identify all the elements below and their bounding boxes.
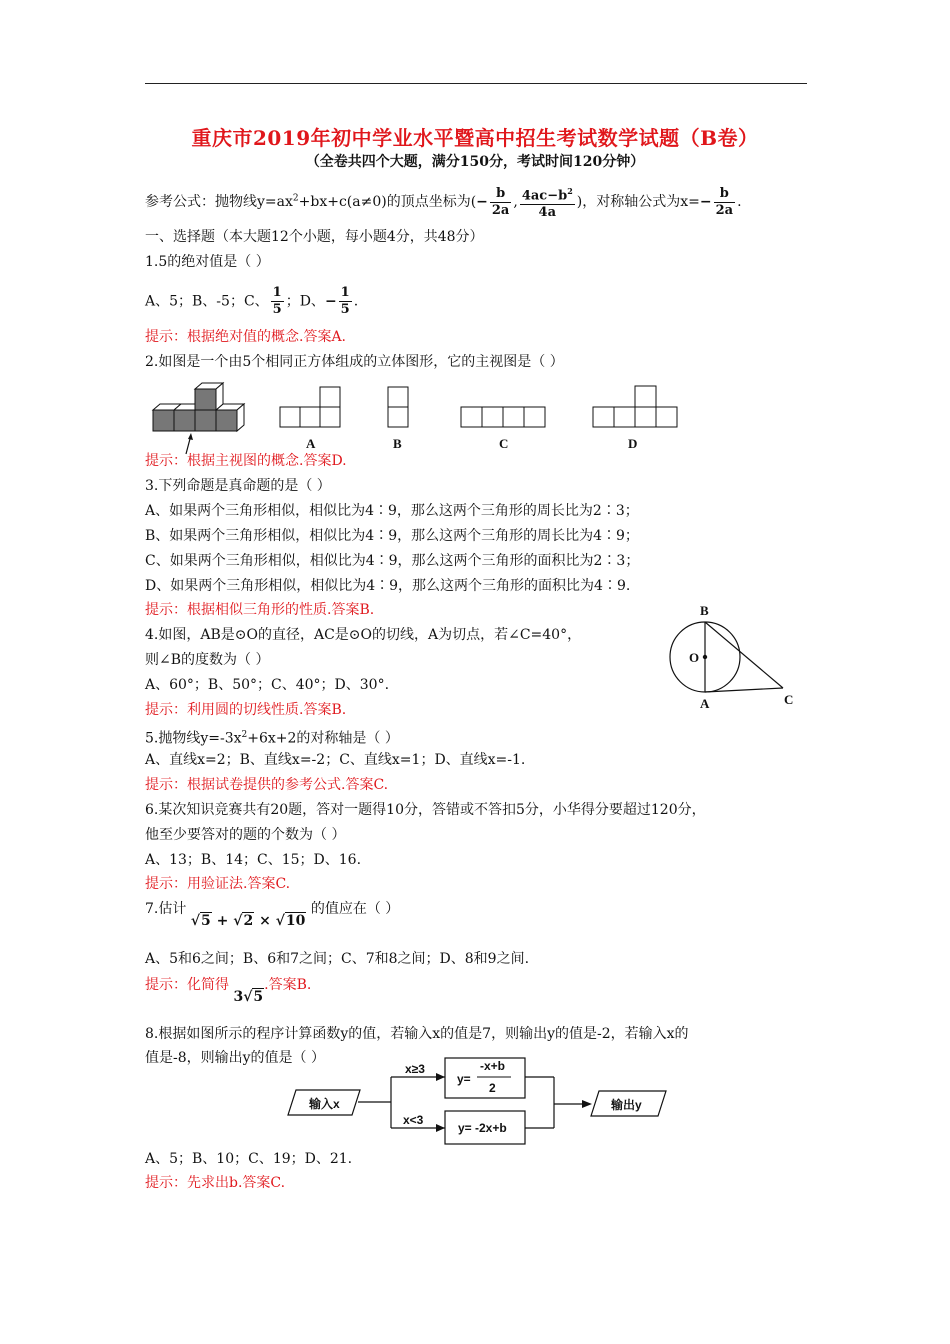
q1-fraction-c: $\frac{1}{5}$: [272, 285, 282, 317]
q5-options: A、直线x=2；B、直线x=-2；C、直线x=1；D、直线x=-1.: [145, 752, 526, 768]
q2-hint: 提示：根据主视图的概念.答案D.: [145, 453, 347, 469]
q2-label-c: C: [499, 436, 509, 451]
q8-options: A、5；B、10；C、19；D、21.: [145, 1151, 353, 1167]
q6-hint: 提示：用验证法.答案C.: [145, 876, 291, 892]
q2-label-d: D: [628, 436, 638, 451]
q4-label-o: O: [689, 650, 700, 665]
fraction-vertex-y: $\frac{4ac-b^2}{4a}$: [520, 183, 575, 221]
q3-option-c: C、如果两个三角形相似，相似比为4∶9，那么这两个三角形的面积比为2∶3；: [145, 553, 640, 569]
q8-stem-line2: 值是-8，则输出y的值是（ ）: [145, 1050, 325, 1066]
q3-option-d: D、如果两个三角形相似，相似比为4∶9，那么这两个三角形的面积比为4∶9.: [145, 578, 631, 594]
q4-label-a: A: [700, 696, 710, 711]
flow-output-label: 输出y: [611, 1098, 642, 1112]
q2-solid-figure: [150, 380, 250, 456]
q2-option-b-figure: [384, 385, 414, 455]
page-title: 重庆市2019年初中学业水平暨高中招生考试数学试题（B卷）: [191, 126, 759, 150]
q7-hint: 提示：化简得 3√5.答案B.: [145, 977, 312, 1005]
q2-option-a-figure: [278, 385, 348, 455]
q7-expression: √5 + √2 × √10: [190, 913, 306, 929]
q4-circle-figure: [665, 600, 805, 712]
flow-input-label: 输入x: [309, 1097, 340, 1111]
q8-flowchart: [286, 1054, 671, 1148]
page-subtitle: （全卷共四个大题，满分150分，考试时间120分钟）: [305, 154, 645, 170]
q8-hint: 提示：先求出b.答案C.: [145, 1175, 286, 1191]
q2-label-a: A: [306, 436, 316, 451]
fraction-axis: $\frac{b}{2a}$: [715, 185, 734, 218]
q3-stem: 3.下列命题是真命题的是（ ）: [145, 478, 331, 494]
q6-stem-line2: 他至少要答对的题的个数为（ ）: [145, 827, 346, 843]
q4-hint: 提示：利用圆的切线性质.答案B.: [145, 702, 347, 718]
flow-condition-top: x≥3: [405, 1062, 425, 1076]
q6-options: A、13；B、14；C、15；D、16.: [145, 852, 362, 868]
flow-condition-bottom: x<3: [403, 1113, 424, 1127]
q2-option-d-figure: [590, 383, 682, 455]
q8-stem-line1: 8.根据如图所示的程序计算函数y的值，若输入x的值是7，则输出y的值是-2，若输入x的: [145, 1026, 689, 1042]
q1-fraction-d: $\frac{1}{5}$: [340, 285, 350, 317]
q4-stem-line2: 则∠B的度数为（ ）: [145, 652, 270, 668]
section-heading: 一、选择题（本大题12个小题，每小题4分，共48分）: [145, 229, 484, 245]
fraction-b-2a: $\frac{b}{2a}$: [491, 185, 510, 218]
q1-options: A、5；B、-5；C、 $\frac{1}{5}$ ；D、− $\frac{1}{5}$ .: [145, 285, 359, 317]
q2-stem: 2.如图是一个由5个相同正方体组成的立体图形，它的主视图是（ ）: [145, 354, 564, 370]
q4-label-c: C: [784, 692, 794, 707]
q7-options: A、5和6之间；B、6和7之间；C、7和8之间；D、8和9之间.: [145, 951, 530, 967]
q4-label-b: B: [700, 603, 709, 618]
flow-eq-top-num: -x+b: [480, 1059, 506, 1073]
q3-option-a: A、如果两个三角形相似，相似比为4∶9，那么这两个三角形的周长比为2∶3；: [145, 503, 639, 519]
q1-stem: 1.5的绝对值是（ ）: [145, 254, 270, 270]
q7-stem: 7.估计 √5 + √2 × √10 的值应在（ ）: [145, 901, 400, 929]
flow-eq-top-den: 2: [489, 1081, 496, 1095]
q5-stem: 5.抛物线$y=-3x^2+6x+2$的对称轴是（ ）: [145, 730, 399, 747]
q4-options: A、60°；B、50°；C、40°；D、30°.: [145, 677, 390, 693]
q2-option-c-figure: [458, 385, 550, 455]
flow-eq-bottom: y= -2x+b: [458, 1121, 507, 1135]
flow-eq-top-prefix: y=: [457, 1072, 471, 1086]
reference-formula: 参考公式：抛物线$y=ax^2+bx+c(a\ne 0)$的顶点坐标为(− $\frac{b}{2a}$ , $\frac{4ac-b^2}{4a}$ )，对称轴公式为x=− $\frac{b}{2a}$ .: [145, 183, 742, 221]
q5-hint: 提示：根据试卷提供的参考公式.答案C.: [145, 777, 389, 793]
q7-simplified: 3√5: [233, 989, 264, 1005]
top-rule: [145, 83, 807, 84]
q1-hint: 提示：根据绝对值的概念.答案A.: [145, 329, 347, 345]
q3-hint: 提示：根据相似三角形的性质.答案B.: [145, 602, 375, 618]
q2-label-b: B: [393, 436, 402, 451]
q6-stem-line1: 6.某次知识竞赛共有20题，答对一题得10分，答错或不答扣5分，小华得分要超过120分，: [145, 802, 706, 818]
q4-stem-line1: 4.如图，AB是⊙O的直径，AC是⊙O的切线，A为切点，若∠C=40°，: [145, 627, 582, 643]
q3-option-b: B、如果两个三角形相似，相似比为4∶9，那么这两个三角形的周长比为4∶9；: [145, 528, 639, 544]
